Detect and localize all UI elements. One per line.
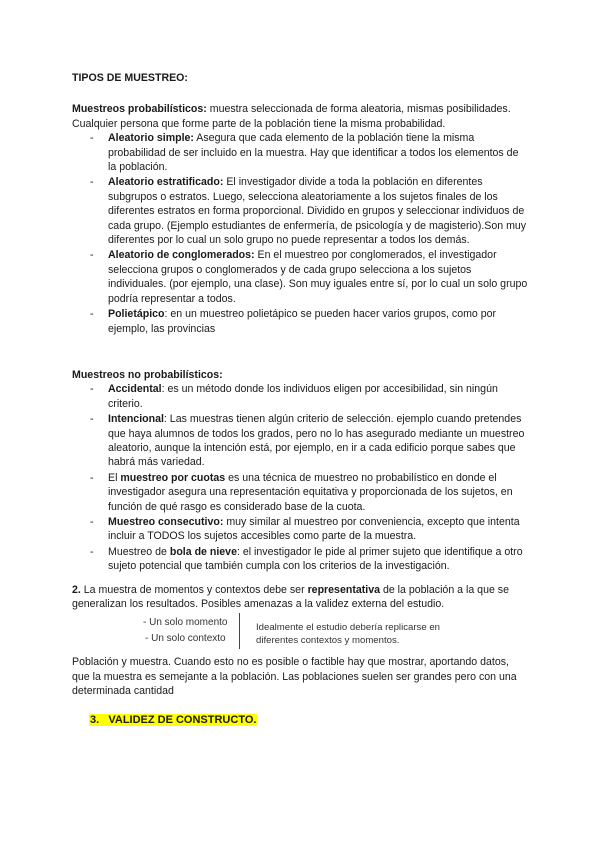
- item-text: : en un muestreo polietápico se pueden hacer varios grupos, como por ejemplo, las provincias: [108, 308, 497, 335]
- dash-bullet: -: [90, 545, 94, 558]
- dash-bullet: -: [90, 413, 94, 426]
- list-item: [72, 545, 528, 574]
- dash-bullet: -: [90, 471, 94, 484]
- item-pre: El: [108, 471, 121, 484]
- figure-right-line: Idealmente el estudio debería replicarse en: [256, 622, 440, 634]
- figure-left-item: - Un solo contexto: [145, 633, 226, 645]
- section-2-paragraph: [72, 583, 528, 612]
- item-term: muestreo por cuotas: [120, 471, 226, 484]
- prob-intro: [72, 102, 528, 131]
- prob-intro-text: muestra seleccionada de forma aleatoria, mismas posibilidades. Cualquier persona que forme parte de la población tiene la misma probabilidad.: [72, 103, 511, 130]
- section-2-number: 2.: [72, 583, 81, 596]
- dash-bullet: -: [90, 308, 94, 321]
- noprob-heading-line: [72, 368, 528, 382]
- prob-heading: Muestreos probabilísticos:: [72, 103, 207, 116]
- section-3-highlight: [89, 714, 257, 726]
- item-text: El investigador divide a toda la población en diferentes subgrupos o estratos. Luego, selecciona aleatoriamente a los sujetos finales de los diferentes estratos en forma proporcional. Dividido en grupos y seleccionar individuos de cada grupo. (Ejemplo estudiantes de enfermería, de psicología y de magisterio).Son muy diferentes por lo cual un solo grupo no puede representar a todos los demás.: [108, 176, 527, 247]
- list-item: [72, 412, 528, 470]
- figure-right-text: [256, 621, 440, 647]
- section-2-post: de la población a la que se generalizan los resultados. Posibles amenazas a la validez externa del estudio.: [72, 583, 509, 610]
- figure-left-item: - Un solo momento: [143, 617, 228, 629]
- section-3-heading: [72, 713, 528, 727]
- item-term: Aleatorio de conglomerados:: [108, 249, 255, 262]
- dash-bullet: -: [90, 249, 94, 262]
- list-item: [72, 471, 528, 514]
- section-2-term: representativa: [307, 583, 380, 596]
- prob-list: [72, 131, 528, 336]
- item-text: es una técnica de muestreo no probabilístico en donde el investigador asegura una representación equitativa y proporcionada de los sujetos, en función de qué rasgo es considerado base de la cuota.: [108, 471, 513, 513]
- embedded-figure: [72, 613, 528, 649]
- item-term: Intencional: [108, 413, 164, 426]
- list-item: [72, 131, 528, 174]
- list-item: [72, 175, 528, 247]
- figure-divider: [239, 613, 240, 649]
- dash-bullet: -: [90, 176, 94, 189]
- dash-bullet: -: [90, 515, 94, 528]
- item-text: Asegura que cada elemento de la población tiene la misma probabilidad de ser incluido en la muestra. Hay que identificar a todos los elementos de la población.: [108, 132, 519, 174]
- item-text: : el investigador le pide al primer sujeto que identifique a otro sujeto potencial que también cumpla con los criterios de la investigación.: [108, 545, 523, 573]
- section-3-title: VALIDEZ DE CONSTRUCTO.: [108, 713, 257, 726]
- item-pre: Muestreo de: [108, 545, 170, 558]
- item-term: Muestreo consecutivo:: [108, 515, 224, 528]
- item-term: Aleatorio estratificado:: [108, 176, 224, 189]
- doc-title: TIPOS DE MUESTREO:: [72, 72, 188, 84]
- list-item: [72, 382, 528, 411]
- item-term: Polietápico: [108, 308, 165, 321]
- item-text: : es un método donde los individuos eligen por accesibilidad, sin ningún criterio.: [108, 383, 498, 410]
- figure-left-list: [143, 615, 227, 647]
- dash-bullet: -: [90, 383, 94, 396]
- noprob-heading: Muestreos no probabilísticos:: [72, 368, 223, 381]
- item-text: : Las muestras tienen algún criterio de selección. ejemplo cuando pretendes que haya alumnos de todos los grados, pero no lo has asegurado mediante un muestreo aleatorio, aunque la intención está, por ejemplo, en ir a cada edificio porque sabes que habrá más variedad.: [108, 413, 525, 469]
- item-term: Aleatorio simple:: [108, 132, 194, 145]
- list-item: [72, 307, 528, 336]
- item-term: bola de nieve: [169, 545, 237, 558]
- dash-bullet: -: [90, 132, 94, 145]
- section-2-pre: La muestra de momentos y contextos debe ser: [80, 583, 308, 596]
- list-item: [72, 248, 528, 306]
- list-item: [72, 515, 528, 544]
- figure-right-line: diferentes contextos y momentos.: [256, 635, 400, 647]
- item-term: Accidental: [108, 383, 162, 396]
- item-text: En el muestreo por conglomerados, el investigador selecciona grupos o conglomerados y de cada grupo selecciona a los sujetos individuales. (por ejemplo, una clase). Son muy iguales entre sí, por lo cual un solo grupo podría representar a todos.: [108, 249, 528, 305]
- item-text: muy similar al muestreo por conveniencia, excepto que intenta incluir a TODOS los sujetos accesibles como parte de la muestra.: [108, 515, 520, 543]
- section-3-number: 3.: [90, 713, 100, 726]
- noprob-list: [72, 382, 528, 573]
- population-paragraph: Población y muestra. Cuando esto no es posible o factible hay que mostrar, aportando datos, que la muestra es semejante a la población. Las poblaciones suelen ser grandes pero con una determinada cantidad: [72, 656, 517, 698]
